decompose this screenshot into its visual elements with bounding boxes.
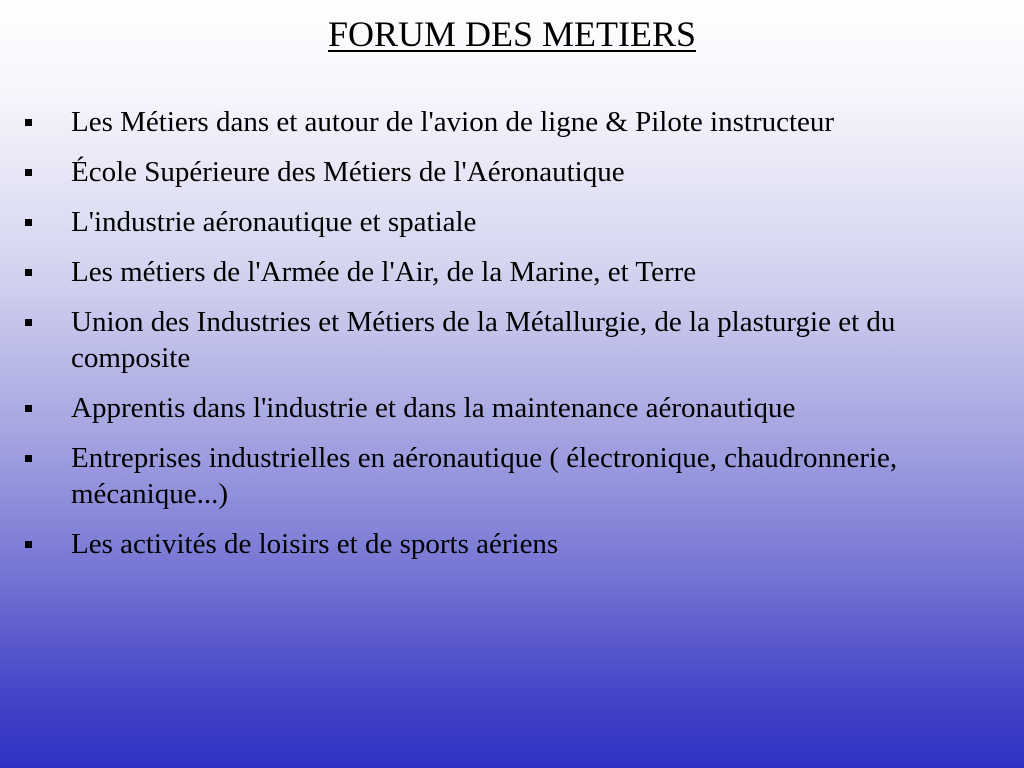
square-bullet-icon xyxy=(25,455,32,462)
list-item xyxy=(0,440,1000,512)
list-item-text: L'industrie aéronautique et spatiale xyxy=(71,206,477,238)
list-item xyxy=(0,104,1000,140)
square-bullet-icon xyxy=(25,219,32,226)
list-item-text: Union des Industries et Métiers de la Métallurgie, de la plasturgie et du composite xyxy=(71,306,896,374)
bullet-list xyxy=(0,104,1000,576)
square-bullet-icon xyxy=(25,269,32,276)
slide-title-text: FORUM DES METIERS xyxy=(327,14,697,54)
list-item xyxy=(0,254,1000,290)
list-item xyxy=(0,204,1000,240)
list-item xyxy=(0,526,1000,562)
list-item-text: Les métiers de l'Armée de l'Air, de la Marine, et Terre xyxy=(71,256,697,288)
list-item-text: Les Métiers dans et autour de l'avion de ligne & Pilote instructeur xyxy=(71,106,835,138)
list-item xyxy=(0,304,1000,376)
list-item xyxy=(0,154,1000,190)
slide-title xyxy=(0,12,1024,56)
list-item-text: Les activités de loisirs et de sports aériens xyxy=(71,528,559,560)
square-bullet-icon xyxy=(25,319,32,326)
list-item-text: Entreprises industrielles en aéronautique ( électronique, chaudronnerie, mécanique...) xyxy=(71,442,898,510)
square-bullet-icon xyxy=(25,405,32,412)
square-bullet-icon xyxy=(25,119,32,126)
square-bullet-icon xyxy=(25,541,32,548)
list-item-text: École Supérieure des Métiers de l'Aéronautique xyxy=(71,156,625,188)
list-item-text: Apprentis dans l'industrie et dans la maintenance aéronautique xyxy=(71,392,796,424)
list-item xyxy=(0,390,1000,426)
square-bullet-icon xyxy=(25,169,32,176)
